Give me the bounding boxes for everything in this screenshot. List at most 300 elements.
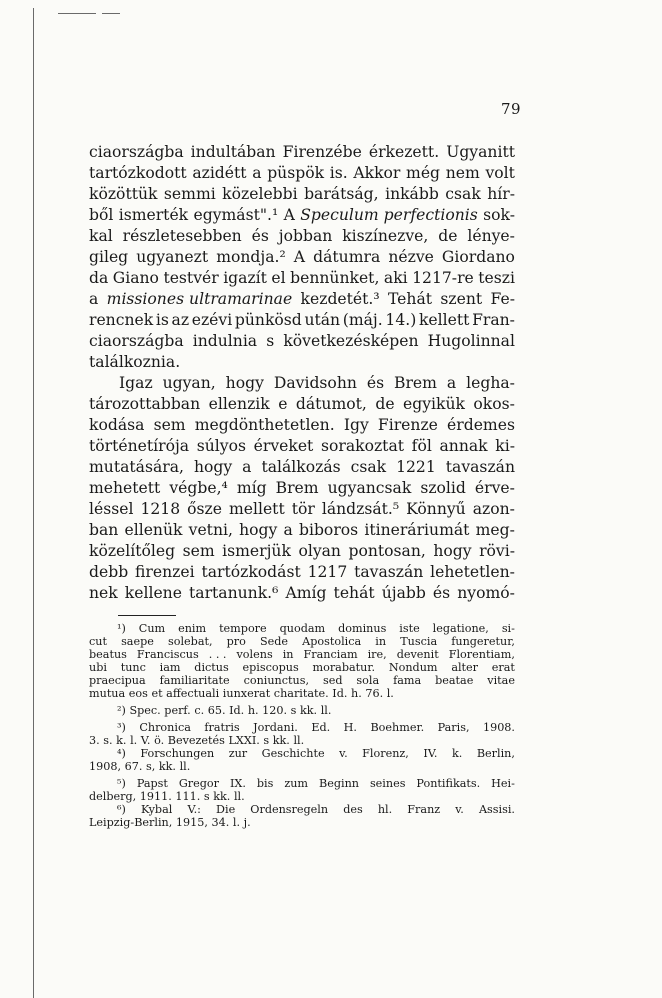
word: nem [445,164,480,182]
word: ugyancsak [327,479,412,497]
word: A [293,248,306,266]
word: bis [256,777,274,790]
word: h. [247,704,259,717]
word: Hugolinnal [427,332,515,350]
word: indulnia [192,332,258,350]
text-line [89,247,515,268]
word: érdemes [447,416,515,434]
word: fungeretur, [451,635,515,648]
word: történetírója [89,437,190,455]
word: Spec. [129,704,161,717]
word: csak [445,185,481,203]
word: IV. [423,747,438,760]
word: ubi [89,661,107,674]
word: azidétt [192,164,247,182]
word: 1217 [307,563,348,581]
word: 3. [89,734,100,747]
word: a [283,521,293,539]
word: Leipzig-Berlin, [89,816,173,829]
word: Tehát [387,290,433,308]
word: Chronica [139,721,191,734]
word: Assisi. [478,803,515,816]
word: charitate. [273,687,329,700]
word: mellett [228,500,285,518]
word: súlyos [196,437,246,455]
word: érve- [474,479,515,497]
word: Geschichte [261,747,325,760]
word: 14.) [385,311,417,329]
text-line [89,583,515,604]
word: ismerjük [222,542,291,560]
footnote-line [89,760,515,773]
word: kiszínezve, [342,227,429,245]
word: megdönthetetlen. [194,416,335,434]
word: devenit [396,648,439,661]
word: ellenzik [208,395,270,413]
word: közelítőleg [89,542,176,560]
word: igazít [223,269,267,287]
word: l. [386,687,394,700]
word: lehetetlen- [430,563,515,581]
word: sem [153,416,186,434]
word: közelebbi [222,185,298,203]
word: Akkor [353,164,401,182]
word: Boehmer. [370,721,425,734]
word: Ed. [311,721,331,734]
word: 1217-re [412,269,474,287]
footnote-line [89,674,515,687]
word: a [252,164,262,182]
word: j. [243,816,251,829]
text-line [89,499,515,520]
text-line [89,478,515,499]
word: dominus [338,622,387,635]
word: de [438,227,458,245]
word: hogy [225,374,264,392]
word: ban [89,521,119,539]
word: Forschungen [140,747,215,760]
word: jobban [278,227,333,245]
word: A [283,206,295,224]
footnote-line [89,816,515,829]
word: ugyan, [162,374,216,392]
word: morabatur. [312,661,376,674]
word: gileg [89,248,129,266]
word: Igaz [119,374,153,392]
word: episcopus [242,661,299,674]
footnote-line [89,803,515,816]
word: Die [216,803,236,816]
word: Cum [138,622,166,635]
word: firenzei [135,563,195,581]
word: ciaországba [89,143,184,161]
text-line [89,415,515,436]
word: Kybal [140,803,173,816]
text-line [89,352,515,373]
word: cut [89,635,107,648]
word: a [242,458,252,476]
text-line [89,184,515,205]
word: sorakoztat [320,437,405,455]
word: iste [399,622,420,635]
word: eos [128,687,148,700]
word: hír- [487,185,515,203]
word: 1221 [396,458,436,476]
word: s, [145,760,156,773]
word: ⁶) [117,803,126,816]
word: el [271,269,286,287]
word: affectuali [166,687,220,700]
word: hl. [377,803,393,816]
footnote-line [89,635,515,648]
word: is. [329,164,348,182]
footnote-line [89,777,515,790]
word: végbe,⁴ [169,479,228,497]
word: kezdetét.³ [300,290,380,308]
word: lénye- [467,227,515,245]
word: Id. [229,704,245,717]
word: teszi [478,269,515,287]
word: iam [159,661,181,674]
text-line [89,436,515,457]
word: Davidsohn [273,374,357,392]
word: beatus [89,648,127,661]
word: v. [339,747,348,760]
word: praecipua [89,674,146,687]
word: 1911. [139,790,172,803]
word: ciaországba [89,332,184,350]
word: legha- [466,374,515,392]
word: kk. [158,760,176,773]
word: k. [116,734,127,747]
word: mutua [89,687,126,700]
word: tehát [333,584,375,602]
word: hogy [193,458,233,476]
text-line [89,373,515,394]
page-number: 79 [501,100,522,118]
word: erat [491,661,515,674]
word: kellene [124,584,182,602]
word: 1218 [140,500,181,518]
word: Pontifikats. [416,777,481,790]
word: újabb [381,584,426,602]
word: dictus [194,661,229,674]
footnote-line [89,704,515,717]
word: s. [103,734,113,747]
word: a [89,290,99,308]
word: Franciscus [136,648,199,661]
word: után [304,311,341,329]
word: delberg, [89,790,137,803]
word: fratris [204,721,240,734]
word: Igy [343,416,369,434]
word: ll. [293,734,305,747]
word: nyomó- [457,584,515,602]
word: quodam [279,622,326,635]
word: olyan [298,542,341,560]
word: egyikük [403,395,465,413]
word: familiaritate [159,674,230,687]
word: sok- [483,206,515,224]
word: Papst [136,777,168,790]
word: kellett [418,311,470,329]
word: Paris, [437,721,470,734]
footnote-line [89,622,515,635]
word: mehetett [89,479,161,497]
word: tartózkodást [201,563,301,581]
word: sola [356,674,380,687]
word: Id. [332,687,348,700]
word: barátság, [304,185,379,203]
word: érkezett. [368,143,440,161]
word: s [263,734,270,747]
word: perf. [164,704,191,717]
word: Brem [275,479,319,497]
word: 34. [211,816,230,829]
word: tavaszán [354,563,424,581]
word: rövi- [479,542,515,560]
word: léssel [89,500,134,518]
word: 1915, [175,816,208,829]
word: hogy [239,521,278,539]
word: szolid [420,479,466,497]
text-line [89,268,515,289]
word: in [375,635,387,648]
word: e [278,395,288,413]
word: vitae [487,674,515,687]
word: . . . [208,648,227,661]
word: tavaszán [445,458,515,476]
footnote-line [89,747,515,760]
word: Fran- [472,311,515,329]
word: nek [89,584,118,602]
word: seines [369,777,406,790]
word: alter [451,661,479,674]
word: LXXI. [228,734,260,747]
word: Ugyanitt [446,143,515,161]
word: sem [182,542,215,560]
word: tározottabban [89,395,201,413]
word: legatione, [432,622,489,635]
word: 1908, [89,760,122,773]
word: aki [383,269,408,287]
word: Beginn [318,777,359,790]
word: V.: [187,803,201,816]
word: és [432,584,451,602]
word: ismerték [118,206,189,224]
word: ll. [179,760,191,773]
word: nézve [388,248,434,266]
word: 111. [175,790,201,803]
word: találkoznia. [89,353,181,371]
word: ezévi [191,311,233,329]
word: s [266,332,275,350]
word: ll. [233,790,245,803]
word: sed [322,674,343,687]
word: pünkösd [234,311,302,329]
word: ¹) [117,622,126,635]
word: vetni, [188,521,233,539]
word: találkozás [261,458,341,476]
text-line [89,457,515,478]
word: tör [291,500,315,518]
word: v. [455,803,464,816]
word: H. [343,721,357,734]
footnote-rule [118,615,176,616]
word: bennünket, [290,269,380,287]
word: Amíg [285,584,327,602]
word: pro [226,635,246,648]
word: Brem [394,374,437,392]
word: mutatására, [89,458,184,476]
word: ki- [495,437,515,455]
word: IX. [229,777,246,790]
word: hogy [433,542,472,560]
word: Firenze [377,416,438,434]
word: c. [194,704,205,717]
word: kk. [272,734,290,747]
word: és [251,227,269,245]
word: Hei- [491,777,515,790]
word: Speculum perfectionis [300,206,478,224]
word: des [343,803,363,816]
text-line [89,226,515,247]
word: zur [228,747,248,760]
word: meg- [475,521,515,539]
word: missiones ultramarinae [106,290,293,308]
word: föl [411,437,432,455]
word: Könnyű [406,500,466,518]
word: ll. [320,704,332,717]
word: volens [236,648,273,661]
word: semmi [163,185,216,203]
word: míg [236,479,267,497]
footnote-line [89,790,515,803]
word: ö. [154,734,165,747]
word: dátumra [313,248,381,266]
word: coniunctus, [243,674,310,687]
word: 120. [262,704,288,717]
word: et [151,687,163,700]
word: k. [451,747,463,760]
scan-top-dash [58,13,96,14]
word: rencnek [89,311,154,329]
word: (máj. [342,311,383,329]
text-line [89,310,515,331]
text-line [89,394,515,415]
word: ²) [117,704,126,717]
word: in [282,648,294,661]
text-line [89,541,515,562]
word: érveket [253,437,314,455]
word: ⁵) [117,777,126,790]
word: 65. [207,704,226,717]
word: egymást".¹ [193,206,279,224]
word: kk. [299,704,318,717]
word: iunxerat [222,687,271,700]
text-line [89,142,515,163]
word: püspök [267,164,325,182]
word: ⁴) [117,747,126,760]
footnotes [89,622,515,829]
footnote-line [89,734,515,747]
word: si- [501,622,515,635]
word: de [375,395,395,413]
text-line [89,562,515,583]
text-line [89,331,515,352]
text-line [89,289,515,310]
word: debb [89,563,129,581]
word: Franciam [303,648,358,661]
word: h. [351,687,362,700]
word: Firenzébe [282,143,362,161]
word: és [366,374,385,392]
word: még [406,164,441,182]
word: Ordensregeln [250,803,329,816]
word: okos- [473,395,515,413]
word: Jordani. [253,721,298,734]
word: testvér [163,269,219,287]
word: s [203,790,210,803]
word: mondja.² [216,248,286,266]
word: inkább [385,185,439,203]
word: biboros [298,521,359,539]
scan-top-dash [102,13,120,14]
word: közöttük [89,185,158,203]
word: kk. [213,790,231,803]
word: beatae [435,674,474,687]
word: lándzsát.⁵ [321,500,400,518]
word: indultában [190,143,276,161]
word: dátumot, [295,395,367,413]
word: Gregor [178,777,220,790]
word: Florenz, [362,747,409,760]
word: s [290,704,297,717]
word: Sede [259,635,289,648]
word: V. [140,734,151,747]
word: enim [178,622,207,635]
word: kal [89,227,113,245]
word: Berlin, [476,747,515,760]
text-line [89,163,515,184]
word: 76. [365,687,384,700]
text-line [89,520,515,541]
word: tartanunk.⁶ [189,584,279,602]
scan-edge-line [33,8,34,998]
word: saepe [121,635,154,648]
word: tempore [219,622,267,635]
word: 1908. [482,721,515,734]
word: részletesebben [122,227,242,245]
word: annak [439,437,488,455]
word: ből [89,206,114,224]
word: l. [232,816,241,829]
word: pontosan, [348,542,426,560]
word: tunc [120,661,146,674]
word: l. [130,734,138,747]
body-text [89,142,515,604]
word: csak [350,458,387,476]
word: Tuscia [400,635,438,648]
word: Franz [407,803,441,816]
word: ősze [187,500,222,518]
word: ³) [117,721,126,734]
word: Giano [112,269,159,287]
footnote-line [89,661,515,674]
word: az [171,311,190,329]
word: itineráriumát [364,521,470,539]
word: da [89,269,109,287]
